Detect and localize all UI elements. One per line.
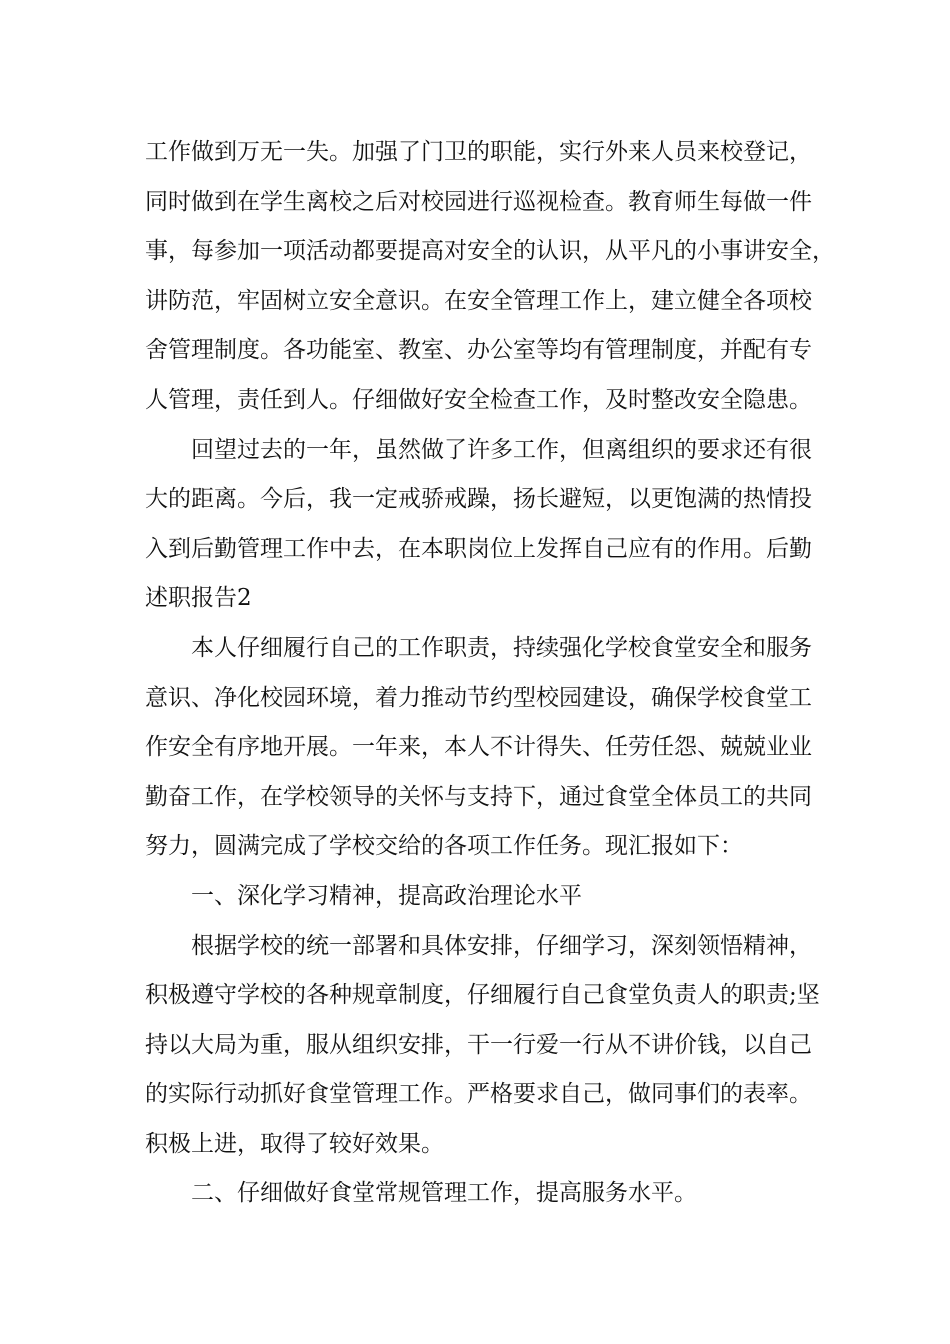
paragraph-start-line: 回望过去的一年，虽然做了许多工作，但离组织的要求还有很 <box>191 436 812 463</box>
document-body <box>145 128 835 1219</box>
text-line: 意识、净化校园环境，着力推动节约型校园建设，确保学校食堂工 <box>145 684 812 711</box>
text-line: 持以大局为重，服从组织安排，干一行爱一行从不讲价钱，以自己 <box>145 1031 812 1058</box>
text-line: 努力，圆满完成了学校交给的各项工作任务。现汇报如下： <box>145 833 743 860</box>
section-heading-1: 一、深化学习精神，提高政治理论水平 <box>191 882 582 909</box>
text-line: 人管理，责任到人。仔细做好安全检查工作，及时整改安全隐患。 <box>145 386 812 413</box>
text-line: 大的距离。今后，我一定戒骄戒躁，扬长避短，以更饱满的热情投 <box>145 486 812 513</box>
text-line: 作安全有序地开展。一年来，本人不计得失、任劳任怨、兢兢业业 <box>145 734 812 761</box>
text-line: 的实际行动抓好食堂管理工作。严格要求自己，做同事们的表率。 <box>145 1081 812 1108</box>
paragraph-start-line: 本人仔细履行自己的工作职责，持续强化学校食堂安全和服务 <box>191 634 812 661</box>
text-line: 积极遵守学校的各种规章制度，仔细履行自己食堂负责人的职责;坚 <box>145 982 820 1009</box>
text-line: 积极上进，取得了较好效果。 <box>145 1130 444 1157</box>
text-line: 工作做到万无一失。加强了门卫的职能，实行外来人员来校登记， <box>145 139 812 165</box>
paragraph-start-line: 根据学校的统一部署和具体安排，仔细学习，深刻领悟精神， <box>191 932 812 959</box>
report-title-line: 述职报告2 <box>145 585 252 612</box>
text-line: 入到后勤管理工作中去，在本职岗位上发挥自己应有的作用。后勤 <box>145 535 812 562</box>
text-line: 同时做到在学生离校之后对校园进行巡视检查。教育师生每做一件 <box>145 188 812 215</box>
text-line: 舍管理制度。各功能室、教室、办公室等均有管理制度，并配有专 <box>145 337 812 364</box>
text-line: 讲防范，牢固树立安全意识。在安全管理工作上，建立健全各项校 <box>145 287 812 314</box>
section-heading-2: 二、仔细做好食堂常规管理工作，提高服务水平。 <box>191 1180 697 1207</box>
text-line: 勤奋工作，在学校领导的关怀与支持下，通过食堂全体员工的共同 <box>145 783 812 810</box>
text-line: 事，每参加一项活动都要提高对安全的认识，从平凡的小事讲安全， <box>145 238 835 265</box>
